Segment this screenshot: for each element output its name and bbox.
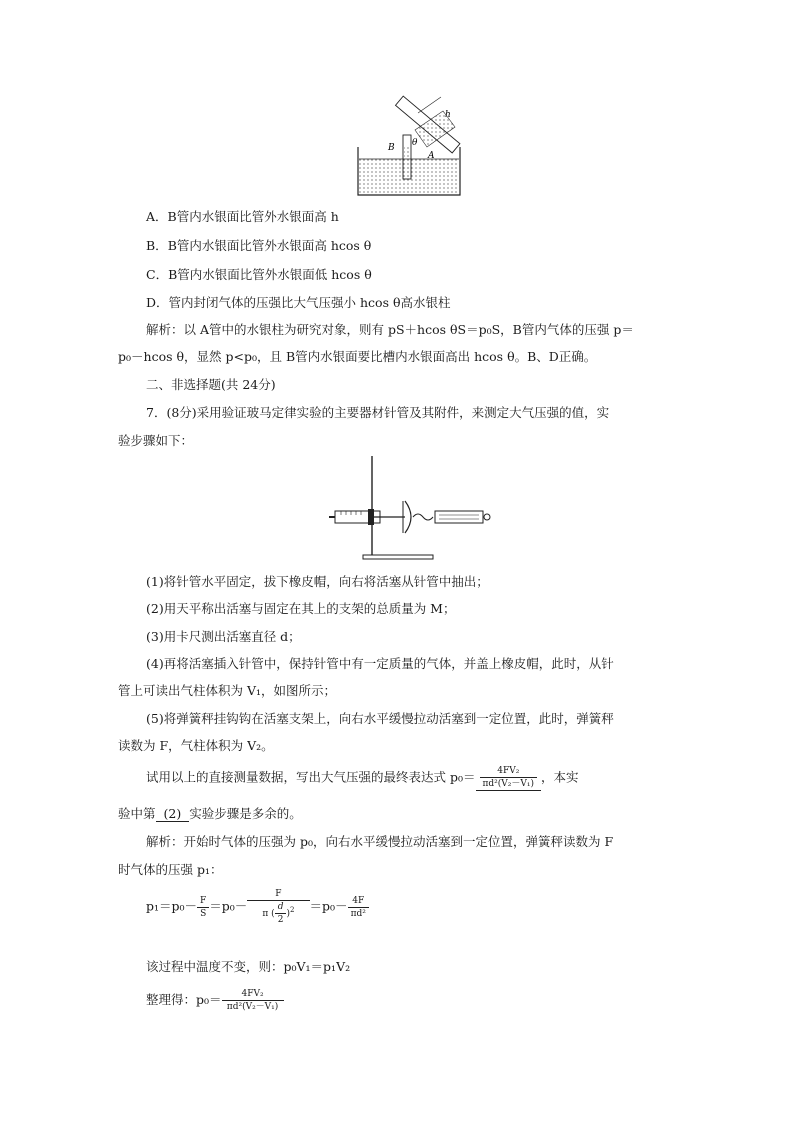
- piston: [368, 509, 374, 525]
- label-theta: θ: [412, 138, 418, 148]
- option-c: C．B管内水银面比管外水银面低 hcos θ: [146, 267, 372, 282]
- step-4-line2: 管上可读出气柱体积为 V₁，如图所示；: [118, 683, 337, 698]
- tube-mercury-figure: [355, 95, 470, 200]
- answer-blank-2: (2): [156, 806, 190, 822]
- equation-p1: p₁＝p₀－ $\frac{F}{S}$ ＝p₀－ F π ( $\frac{d}{2}$ )$^2$ ＝p₀－ $\frac{4F}{\text{πd²}}$: [146, 888, 369, 926]
- option-b: B．B管内水银面比管外水银面高 hcos θ: [146, 238, 372, 253]
- label-a: A: [428, 151, 435, 161]
- analysis2-line2: 时气体的压强 p₁：: [118, 862, 223, 877]
- hook: [413, 514, 433, 520]
- q7-line1: 7．(8分)采用验证玻马定律实验的主要器材针管及其附件，来测定大气压强的值，实: [146, 405, 610, 420]
- step-5-line1: (5)将弹簧秤挂钩钩在活塞支架上，向右水平缓慢拉动活塞到一定位置，此时，弹簧秤: [146, 711, 614, 726]
- option-a: A．B管内水银面比管外水银面高 h: [146, 209, 339, 224]
- step-4-line1: (4)再将活塞插入针管中，保持针管中有一定质量的气体，并盖上橡皮帽，此时，从针: [146, 656, 614, 671]
- answer-blank-1: $\frac{\text{4FV₂}}{\text{πd²(V₂－V₁)}}$: [476, 765, 542, 791]
- step-1: (1)将针管水平固定，拔下橡皮帽，向右将活塞从针管中抽出；: [146, 574, 489, 589]
- step-3: (3)用卡尺测出活塞直径 d；: [146, 629, 301, 644]
- label-h: h: [445, 110, 451, 120]
- fill-line2: 验中第 (2) 实验步骤是多余的。: [118, 806, 302, 821]
- analysis2-line4: 该过程中温度不变，则：p₀V₁＝p₁V₂: [146, 959, 351, 974]
- syringe-apparatus-figure: [325, 453, 495, 563]
- fill-line1: 试用以上的直接测量数据，写出大气压强的最终表达式 p₀＝ $\frac{\text{4FV₂}}{\text{πd²(V₂－V₁)}}$ ，本实: [146, 766, 579, 789]
- option-d: D．管内封闭气体的压强比大气压强小 hcos θ高水银柱: [146, 295, 451, 310]
- stand-base: [363, 555, 433, 559]
- step-2: (2)用天平称出活塞与固定在其上的支架的总质量为 M；: [146, 601, 456, 616]
- step-5-line2: 读数为 F，气柱体积为 V₂。: [118, 738, 274, 753]
- analysis1-line1: 解析：以 A管中的水银柱为研究对象，则有 pS＋hcos θS＝p₀S，B管内气体的压强 p＝: [146, 322, 634, 337]
- analysis1-line2: p₀－hcos θ，显然 p<p₀，且 B管内水银面要比槽内水银面高出 hcos θ。B、D正确。: [118, 349, 597, 364]
- section-title: 二、非选择题(共 24分): [146, 377, 276, 392]
- analysis2-line5: 整理得：p₀＝ $\frac{\text{4FV₂}}{\text{πd²(V₂－V₁)}}$: [146, 988, 284, 1013]
- q7-line2: 验步骤如下：: [118, 433, 194, 448]
- label-b: B: [388, 143, 395, 153]
- spring-balance: [435, 511, 483, 523]
- analysis2-line1: 解析：开始时气体的压强为 p₀，向右水平缓慢拉动活塞到一定位置，弹簧秤读数为 F: [146, 834, 614, 849]
